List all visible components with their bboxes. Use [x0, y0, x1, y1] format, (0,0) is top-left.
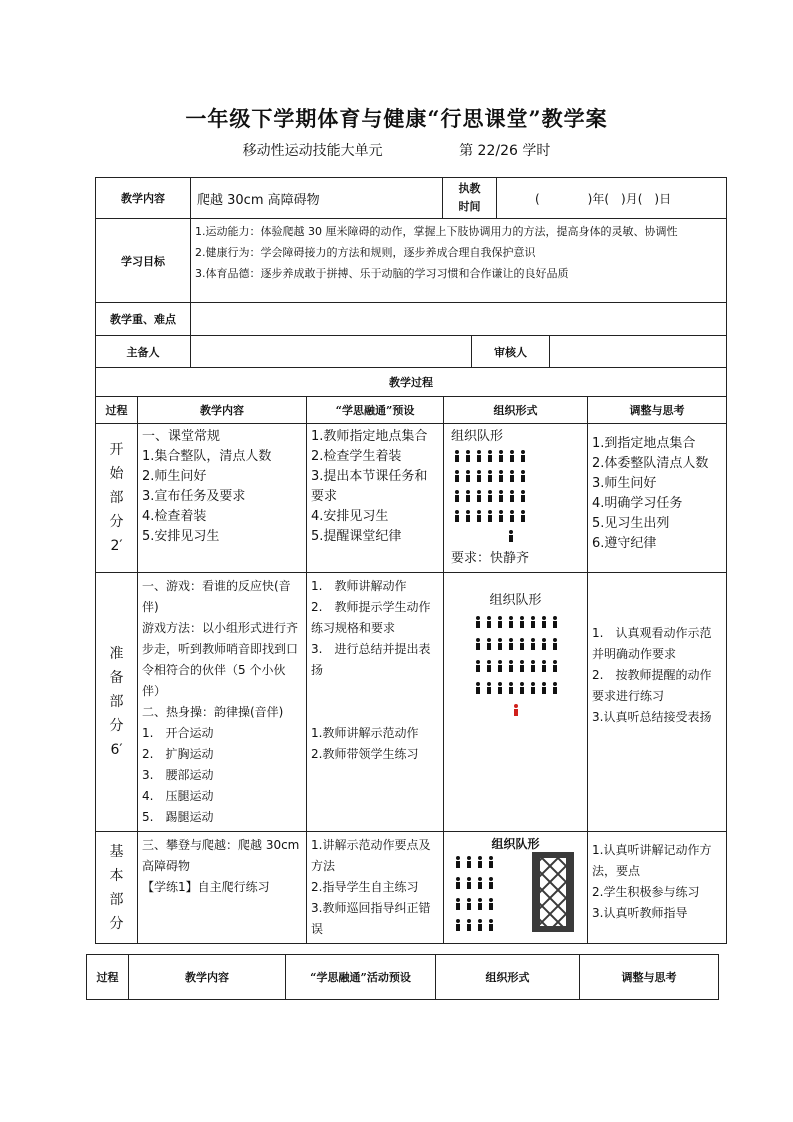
student-icon	[509, 490, 514, 502]
student-icon	[497, 616, 502, 628]
student-icon	[487, 490, 492, 502]
preset-line: 4.安排见习生	[311, 509, 389, 524]
keypoints-value	[191, 303, 727, 336]
reviewer-label: 审核人	[472, 336, 550, 368]
formation-row	[452, 917, 496, 938]
exec-time-label-1: 执教	[458, 182, 481, 195]
footer-col-org: 组织形式	[436, 955, 580, 1000]
teacher-row	[448, 703, 583, 725]
student-icon	[498, 490, 503, 502]
student-icon	[488, 856, 493, 868]
content-line: 4. 压腿运动	[142, 789, 214, 803]
student-icon	[476, 450, 481, 462]
student-icon	[477, 898, 482, 910]
content-line: 3.宣布任务及要求	[142, 489, 246, 504]
student-icon	[498, 510, 503, 522]
preset-line: 1.教师讲解示范动作	[311, 726, 419, 740]
student-icon	[519, 660, 524, 672]
org-note: 要求：快静齐	[451, 551, 530, 566]
content-line: 1. 开合运动	[142, 726, 214, 740]
student-icon	[541, 682, 546, 694]
student-icon	[476, 470, 481, 482]
reviewer-value	[550, 336, 727, 368]
teacher-icon	[513, 704, 518, 716]
content-line: 三、攀登与爬越：爬越 30cm 高障碍物	[142, 838, 300, 873]
student-icon	[487, 510, 492, 522]
prep-content	[138, 573, 307, 832]
content-line: 2. 扩胸运动	[142, 747, 214, 761]
student-icon	[520, 450, 525, 462]
content-line: 5. 踢腿运动	[142, 810, 214, 824]
student-icon	[508, 660, 513, 672]
preset-line: 2.教师带领学生练习	[311, 747, 419, 761]
preset-line: 2.指导学生自主练习	[311, 880, 419, 894]
reflect-line: 1.认真听讲解记动作方法，要点	[592, 843, 712, 878]
preset-line: 3.提出本节课任务和要求	[311, 469, 428, 504]
content-line: 1.集合整队，清点人数	[142, 449, 272, 464]
student-icon	[519, 616, 524, 628]
formation-row	[451, 489, 583, 509]
reflect-line: 2. 按教师提醒的动作要求进行练习	[592, 668, 712, 703]
student-icon	[508, 616, 513, 628]
exec-date-text: ( )年( )月( )日	[535, 191, 672, 206]
student-icon	[530, 682, 535, 694]
student-icon	[552, 682, 557, 694]
stage-char: 部	[109, 490, 124, 506]
basic-reflect	[588, 832, 727, 944]
student-icon	[541, 638, 546, 650]
student-icon	[465, 490, 470, 502]
goal-item: 2.健康行为：学会障碍接力的方法和规则，逐步养成合理自我保护意识	[195, 246, 536, 259]
basic-org	[444, 832, 588, 944]
unit-name: 移动性运动技能大单元	[242, 143, 383, 159]
exec-time-label-2: 时间	[458, 200, 481, 213]
reflect-line: 3.师生问好	[592, 476, 657, 491]
formation-row	[448, 659, 583, 681]
student-icon	[486, 616, 491, 628]
preparer-value	[191, 336, 472, 368]
student-icon	[454, 510, 459, 522]
col-reflect: 调整与思考	[588, 397, 727, 424]
teacher-icon	[508, 530, 513, 542]
student-icon	[541, 660, 546, 672]
content-label: 教学内容	[96, 178, 191, 219]
stage-char: 始	[109, 466, 124, 482]
preset-line: 3.教师巡回指导纠正错误	[311, 901, 431, 936]
col-content: 教学内容	[138, 397, 307, 424]
formation-row	[448, 637, 583, 659]
formation-group	[452, 854, 496, 938]
student-icon	[476, 510, 481, 522]
preset-line: 1. 教师讲解动作	[311, 579, 407, 593]
goals-label: 学习目标	[96, 219, 191, 303]
student-icon	[530, 660, 535, 672]
student-icon	[486, 638, 491, 650]
content-line: 【学练1】自主爬行练习	[142, 880, 270, 894]
student-icon	[497, 682, 502, 694]
continuation-table	[86, 954, 719, 1000]
teacher-row	[451, 529, 583, 549]
content-line: 游戏方法：以小组形式进行齐步走，听到教师哨音即找到口令相符合的伙伴（5 个小伙伴）	[142, 621, 299, 698]
reflect-line: 2.学生积极参与练习	[592, 885, 700, 899]
student-icon	[508, 638, 513, 650]
student-icon	[475, 616, 480, 628]
reflect-line: 3.认真听教师指导	[592, 906, 688, 920]
student-icon	[466, 877, 471, 889]
page-title: 一年级下学期体育与健康“行思课堂”教学案	[185, 106, 608, 131]
student-icon	[454, 490, 459, 502]
climbing-frame-icon	[530, 850, 576, 934]
formation-row	[451, 509, 583, 529]
start-content	[138, 424, 307, 573]
prep-org	[444, 573, 588, 832]
stage-char: 6′	[110, 742, 123, 758]
col-stage: 过程	[96, 397, 138, 424]
footer-col-content: 教学内容	[129, 955, 286, 1000]
prep-preset	[307, 573, 444, 832]
student-icon	[509, 510, 514, 522]
basic-content	[138, 832, 307, 944]
lesson-number: 第 22/26 学时	[459, 143, 551, 159]
student-icon	[497, 660, 502, 672]
student-icon	[530, 638, 535, 650]
student-icon	[519, 638, 524, 650]
student-icon	[476, 490, 481, 502]
student-icon	[498, 470, 503, 482]
section-basic	[96, 832, 727, 944]
student-icon	[455, 877, 460, 889]
formation-row	[452, 896, 496, 917]
org-title: 组织队形	[491, 837, 540, 851]
keypoints-label: 教学重、难点	[96, 303, 191, 336]
student-icon	[465, 450, 470, 462]
student-icon	[552, 660, 557, 672]
content-line: 3. 腰部运动	[142, 768, 214, 782]
section-prep	[96, 573, 727, 832]
stage-char: 备	[109, 670, 124, 686]
preset-line: 3. 进行总结并提出表扬	[311, 642, 431, 677]
footer-col-reflect: 调整与思考	[580, 955, 719, 1000]
student-icon	[466, 898, 471, 910]
exec-time-label	[443, 178, 497, 219]
formation-row	[448, 615, 583, 637]
col-preset: “学思融通”预设	[307, 397, 444, 424]
org-title: 组织队形	[451, 429, 504, 444]
section-start	[96, 424, 727, 573]
preset-line: 5.提醒课堂纪律	[311, 529, 402, 544]
student-icon	[454, 470, 459, 482]
student-icon	[477, 856, 482, 868]
reflect-line: 5.见习生出列	[592, 516, 670, 531]
student-icon	[498, 450, 503, 462]
student-icon	[541, 616, 546, 628]
stage-char: 分	[109, 915, 124, 932]
content-line: 二、热身操：韵律操(音伴)	[142, 705, 284, 719]
student-icon	[477, 919, 482, 931]
preparer-label: 主备人	[96, 336, 191, 368]
student-icon	[520, 470, 525, 482]
student-icon	[454, 450, 459, 462]
reflect-line: 1.到指定地点集合	[592, 436, 696, 451]
content-line: 一、课堂常规	[142, 429, 221, 444]
org-title: 组织队形	[489, 593, 542, 608]
student-icon	[486, 682, 491, 694]
stage-char: 2′	[110, 538, 123, 554]
student-icon	[466, 919, 471, 931]
formation-row	[452, 854, 496, 875]
reflect-line: 3.认真听总结接受表扬	[592, 710, 712, 724]
formation-row	[451, 469, 583, 489]
exec-date	[497, 178, 727, 219]
stage-prep	[96, 573, 138, 832]
student-icon	[477, 877, 482, 889]
footer-col-stage: 过程	[87, 955, 129, 1000]
preset-spacer	[311, 681, 439, 723]
stage-char: 准	[109, 646, 124, 662]
preset-line: 1.讲解示范动作要点及方法	[311, 838, 431, 873]
stage-char: 基	[109, 843, 124, 860]
stage-char: 部	[109, 891, 124, 908]
formation-row	[448, 681, 583, 703]
col-org: 组织形式	[444, 397, 588, 424]
content-line: 一、游戏：看谁的反应快(音伴)	[142, 579, 291, 614]
process-label: 教学过程	[96, 368, 727, 397]
student-icon	[466, 856, 471, 868]
basic-preset	[307, 832, 444, 944]
reflect-line: 4.明确学习任务	[592, 496, 683, 511]
stage-basic	[96, 832, 138, 944]
stage-char: 部	[109, 694, 124, 710]
preset-line: 2.检查学生着装	[311, 449, 402, 464]
page-subtitle	[0, 140, 793, 160]
start-preset	[307, 424, 444, 573]
start-org	[444, 424, 588, 573]
student-icon	[488, 898, 493, 910]
student-icon	[465, 470, 470, 482]
goals-list	[191, 219, 727, 303]
stage-char: 本	[109, 867, 124, 884]
stage-char: 开	[109, 442, 124, 458]
stage-char: 分	[109, 514, 124, 530]
student-icon	[509, 470, 514, 482]
student-icon	[520, 490, 525, 502]
student-icon	[488, 919, 493, 931]
student-icon	[455, 919, 460, 931]
prep-reflect	[588, 573, 727, 832]
reflect-line: 6.遵守纪律	[592, 536, 657, 551]
formation-row	[451, 449, 583, 469]
process-table	[95, 396, 727, 944]
student-icon	[509, 450, 514, 462]
student-icon	[455, 898, 460, 910]
preset-line: 1.教师指定地点集合	[311, 429, 428, 444]
content-line: 5.安排见习生	[142, 529, 220, 544]
goal-item: 3.体育品德：逐步养成敢于拼搏、乐于动脑的学习习惯和合作谦让的良好品质	[195, 267, 569, 280]
footer-col-preset: “学思融通”活动预设	[286, 955, 436, 1000]
student-icon	[488, 877, 493, 889]
content-line: 2.师生问好	[142, 469, 207, 484]
reflect-line: 1. 认真观看动作示范并明确动作要求	[592, 626, 712, 661]
stage-char: 分	[109, 718, 124, 734]
student-icon	[475, 638, 480, 650]
student-icon	[530, 616, 535, 628]
reflect-line: 2.体委整队清点人数	[592, 456, 709, 471]
start-reflect	[588, 424, 727, 573]
content-line: 4.检查着装	[142, 509, 207, 524]
preset-line: 2. 教师提示学生动作练习规格和要求	[311, 600, 431, 635]
student-icon	[475, 682, 480, 694]
content-value: 爬越 30cm 高障碍物	[191, 178, 443, 219]
formation-row	[452, 875, 496, 896]
student-icon	[520, 510, 525, 522]
student-icon	[552, 638, 557, 650]
student-icon	[497, 638, 502, 650]
student-icon	[487, 450, 492, 462]
goal-item: 1.运动能力：体验爬越 30 厘米障碍的动作，掌握上下肢协调用力的方法，提高身体的灵敏、协调性	[195, 225, 678, 238]
student-icon	[455, 856, 460, 868]
student-icon	[508, 682, 513, 694]
student-icon	[487, 470, 492, 482]
student-icon	[465, 510, 470, 522]
student-icon	[552, 616, 557, 628]
student-icon	[475, 660, 480, 672]
student-icon	[519, 682, 524, 694]
student-icon	[486, 660, 491, 672]
info-table	[95, 177, 727, 397]
stage-start	[96, 424, 138, 573]
